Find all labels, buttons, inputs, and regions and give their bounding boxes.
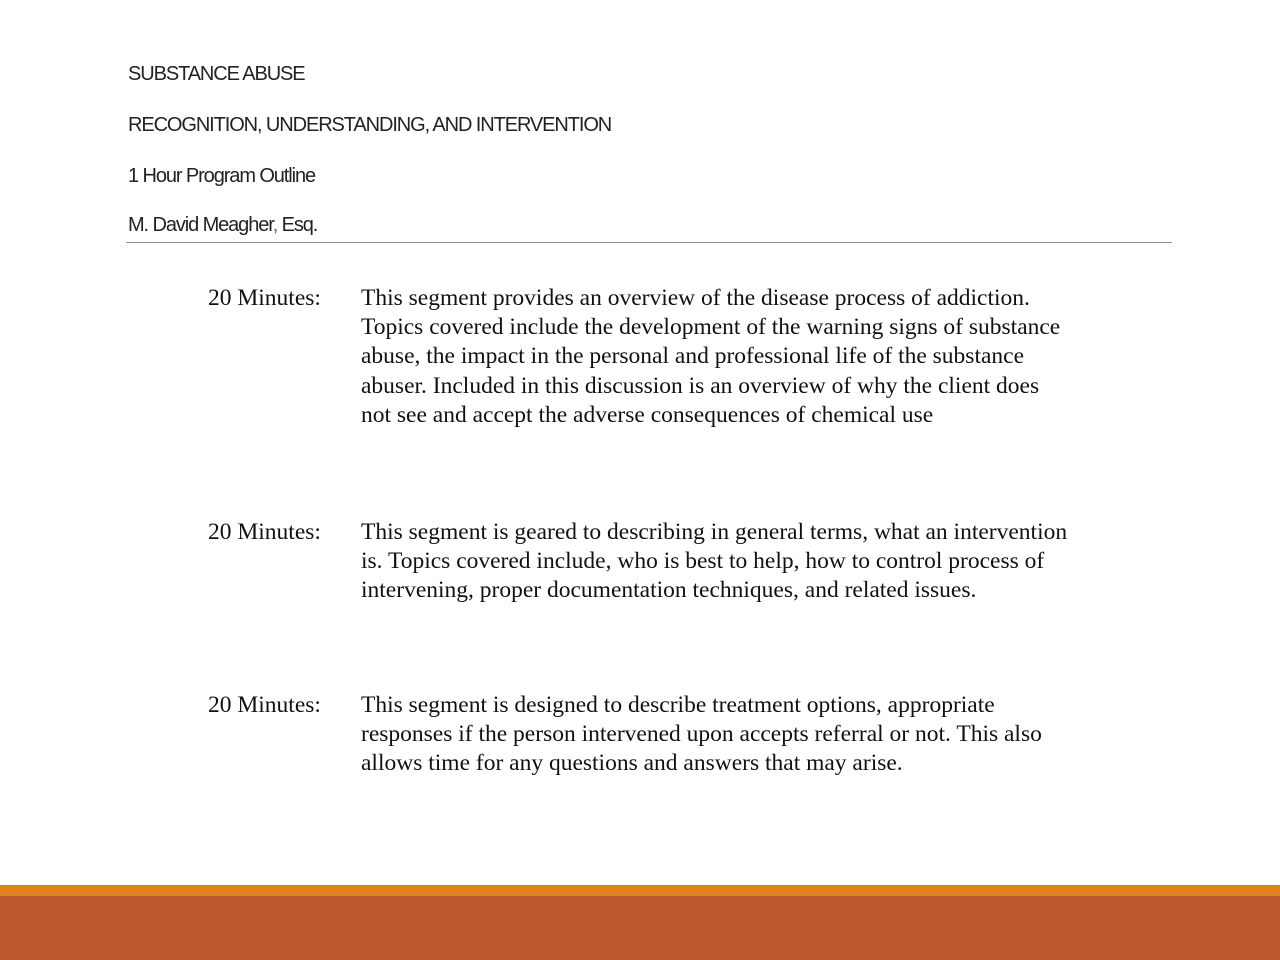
program-label: 1 Hour Program Outline xyxy=(128,165,316,187)
author-suffix: Esq. xyxy=(281,214,318,236)
segment-duration: 20 Minutes: xyxy=(208,519,321,545)
segment-description: This segment provides an overview of the disease process of addiction. Topics covered include the development of the warning signs of substance abuse, the impact in the personal and professional life of the substance abuser. Included in this discussion is an overview of why the client does not see and accept the adverse consequences of chemical use xyxy=(361,285,1061,428)
segment-duration: 20 Minutes: xyxy=(208,692,321,718)
segment-description: This segment is geared to describing in general terms, what an intervention is. Topics covered include, who is best to help, how to control process of intervening, proper documentation techniques, and related issues. xyxy=(361,519,1068,604)
slide-subtitle: RECOGNITION, UNDERSTANDING, AND INTERVENTION xyxy=(128,114,612,136)
footer-accent-stripe xyxy=(0,885,1280,896)
footer-band xyxy=(0,896,1280,960)
segment-description: This segment is designed to describe treatment options, appropriate responses if the person intervened upon accepts referral or not. This also allows time for any questions and answers that may arise. xyxy=(361,692,1042,777)
segment-duration: 20 Minutes: xyxy=(208,285,321,311)
author-name: M. David Meagher xyxy=(128,214,273,236)
slide-title: SUBSTANCE ABUSE xyxy=(128,63,305,85)
author-separator: , xyxy=(272,214,282,236)
